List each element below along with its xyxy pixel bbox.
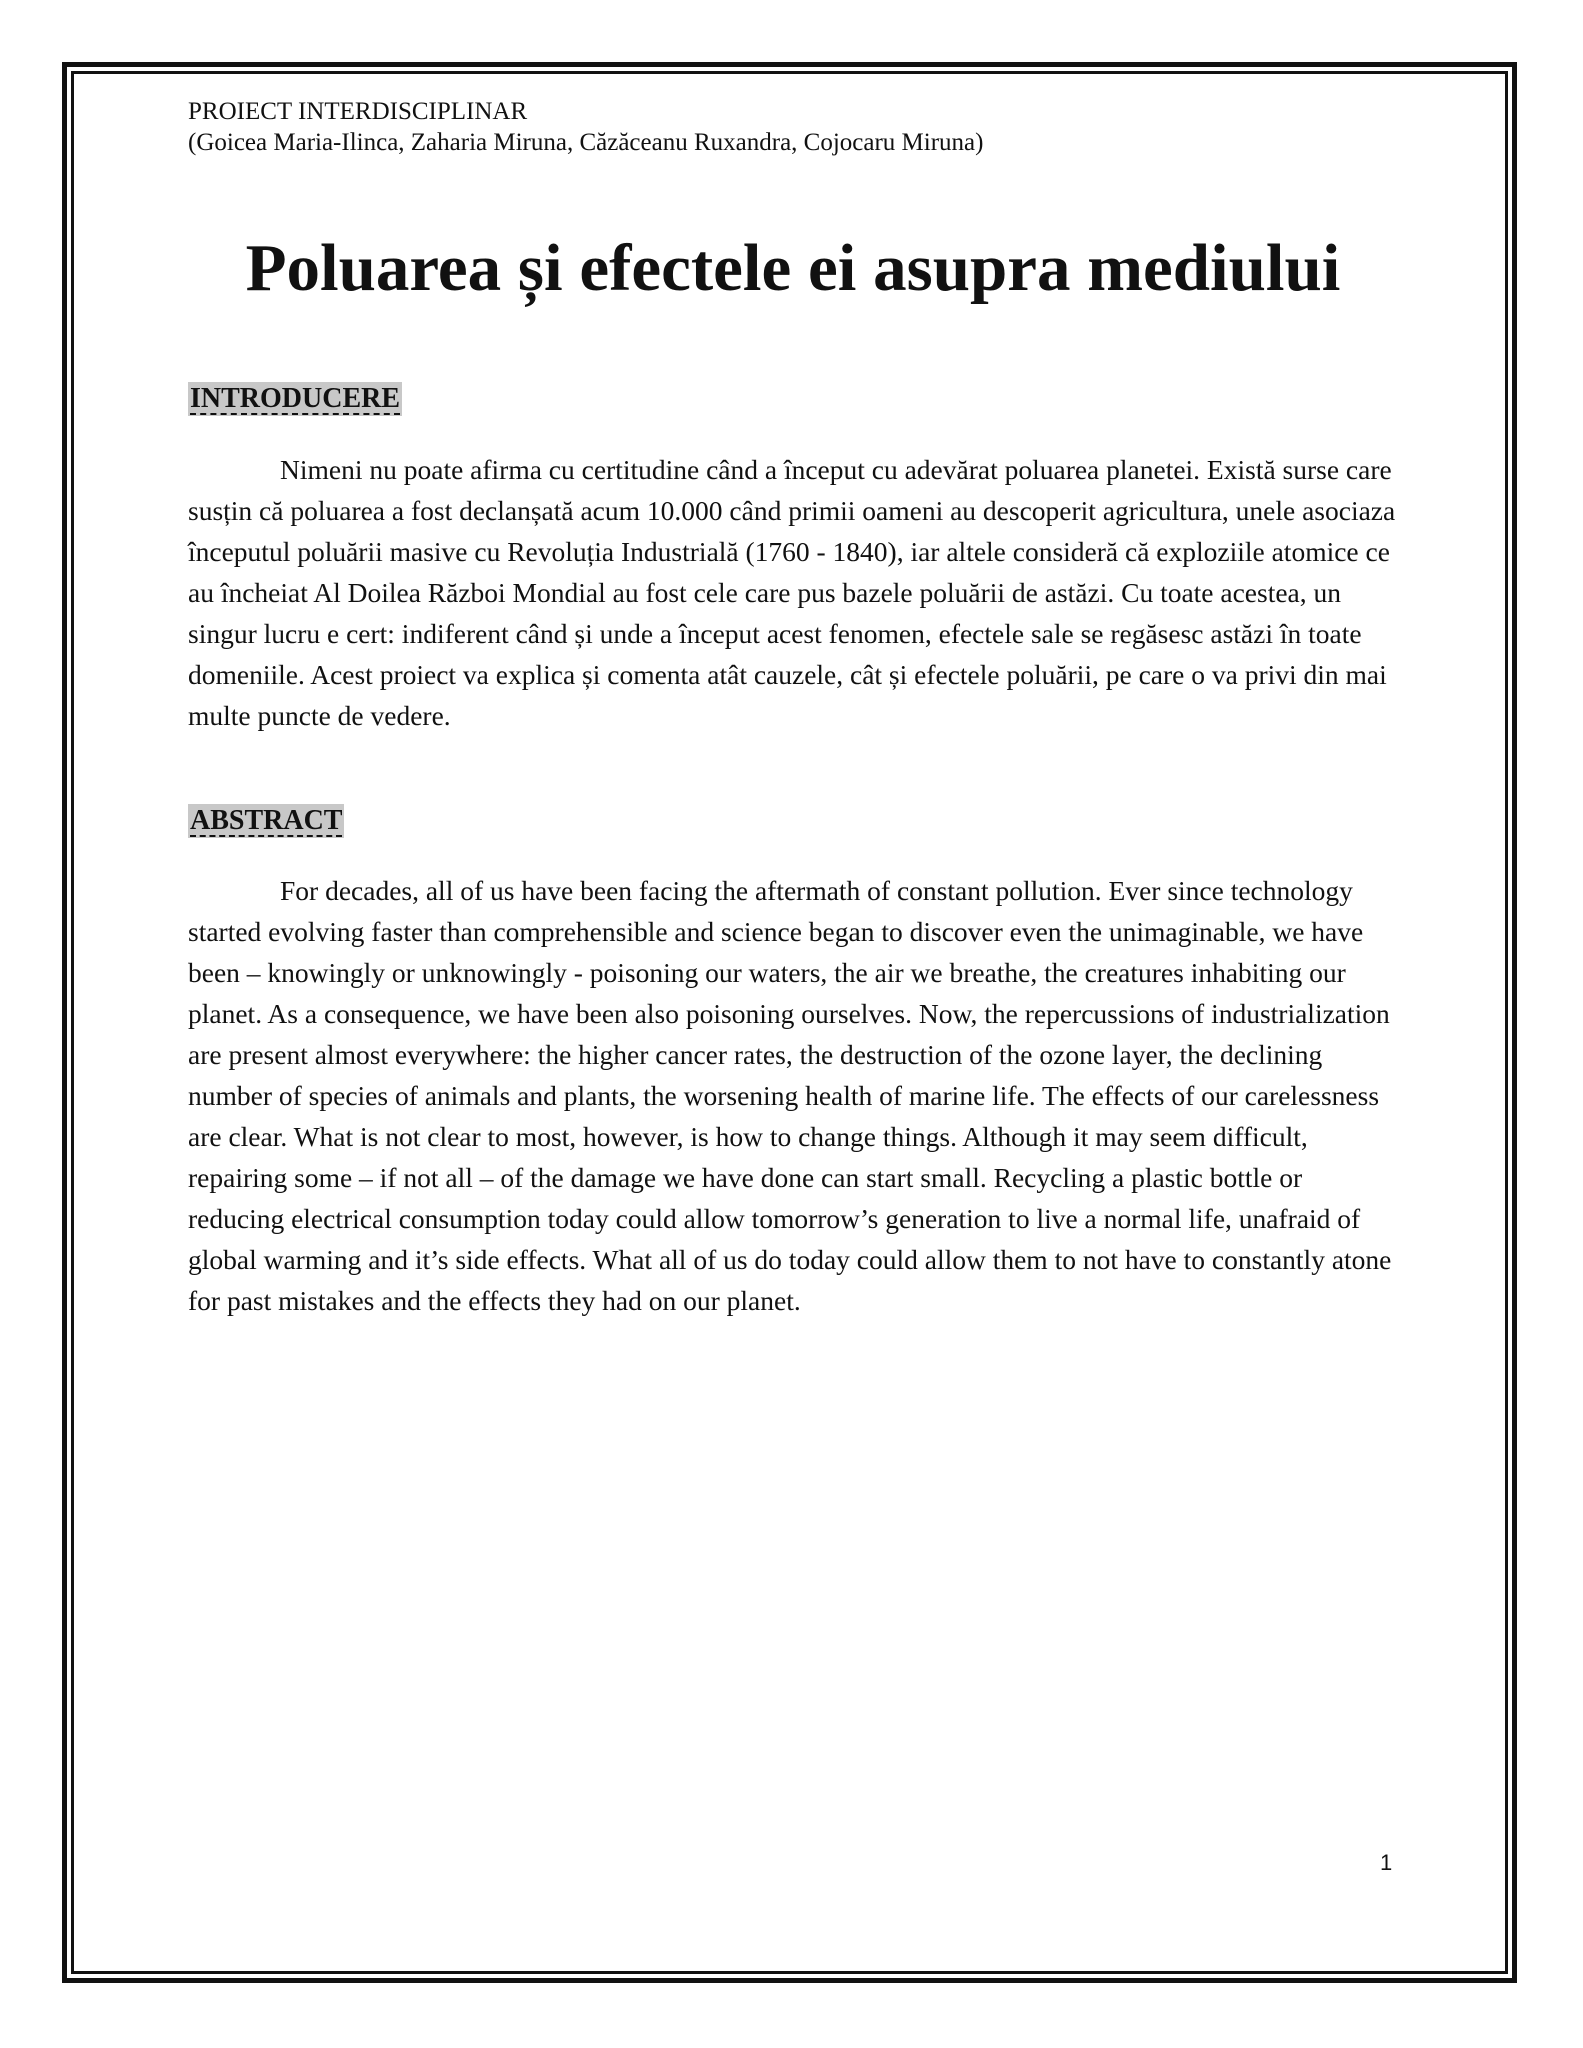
section-heading-abstract: ABSTRACT [190, 805, 343, 836]
page-number: 1 [1380, 1850, 1393, 1875]
section-heading-introducere: INTRODUCERE [190, 383, 401, 414]
document-page [188, 96, 1398, 1316]
abstract-paragraph: For decades, all of us have been facing the aftermath of constant pollution. Ever since technology started evolving faster than comprehensible and science began to discover even the unimaginable, we have been – knowingly or unknowingly - poisoning our waters, the air we breathe, the creatures inhabiting our planet. As a consequence, we have been also poisoning ourselves. Now, the repercussions of industrialization are present almost everywhere: the higher cancer rates, the destruction of the ozone layer, the declining number of species of animals and plants, the worsening health of marine life. The effects of our carelessness are clear. What is not clear to most, however, is how to change things. Although it may seem difficult, repairing some – if not all – of the damage we have done can start small. Recycling a plastic bottle or reducing electrical consumption today could allow tomorrow’s generation to live a normal life, unafraid of global warming and it’s side effects. What all of us do today could allow them to not have to constantly atone for past mistakes and the effects they had on our planet. [188, 875, 1392, 1316]
introducere-paragraph: Nimeni nu poate afirma cu certitudine când a început cu adevărat poluarea planetei. Există surse care susțin că poluarea a fost declanșată acum 10.000 când primii oameni au descoperit agricultura, unele asociaza începutul poluării masive cu Revoluția Industrială (1760 - 1840), iar altele consideră că exploziile atomice ce au încheiat Al Doilea Război Mondial au fost cele care pus bazele poluării de astăzi. Cu toate acestea, un singur lucru e cert: indiferent când și unde a început acest fenomen, efectele sale se regăsesc astăzi în toate domeniile. Acest proiect va explica și comenta atât cauzele, cât și efectele poluării, pe care o va privi din mai multe puncte de vedere. [188, 454, 1396, 731]
project-label: PROIECT INTERDISCIPLINAR [188, 98, 528, 125]
document-title: Poluarea și efectele ei asupra mediului [245, 231, 1341, 305]
authors-line: (Goicea Maria-Ilinca, Zaharia Miruna, Căzăceanu Ruxandra, Cojocaru Miruna) [188, 129, 984, 156]
